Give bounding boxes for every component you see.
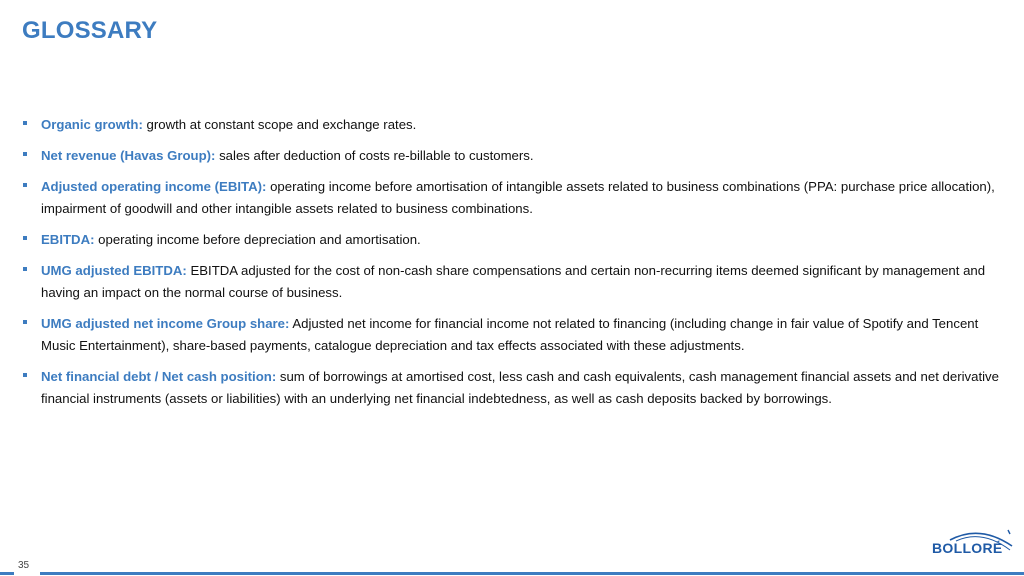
glossary-term: Adjusted operating income (EBITA): (41, 179, 267, 194)
page-title: GLOSSARY (22, 17, 158, 44)
glossary-definition: EBITDA adjusted for the cost of non-cash share compensations and certain non-recurring items deemed significant by management and having an impact on the normal course of business. (41, 263, 986, 300)
glossary-entry (22, 366, 1006, 410)
glossary-entry (22, 114, 1006, 136)
bullet-icon (23, 236, 27, 240)
glossary-term: Organic growth: (41, 117, 143, 132)
bullet-icon (23, 121, 27, 125)
glossary-term: Net financial debt / Net cash position: (41, 369, 277, 384)
glossary-term: UMG adjusted net income Group share: (41, 316, 290, 331)
glossary-definition: operating income before depreciation and amortisation. (94, 232, 421, 247)
glossary-term: UMG adjusted EBITDA: (41, 263, 187, 278)
glossary-entry (22, 176, 1006, 220)
glossary-term: Net revenue (Havas Group): (41, 148, 216, 163)
footer-divider (0, 572, 1024, 575)
bullet-icon (23, 183, 27, 187)
glossary-list (22, 114, 1006, 419)
glossary-entry (22, 313, 1006, 357)
glossary-definition: sales after deduction of costs re-billable to customers. (215, 148, 534, 163)
glossary-entry (22, 145, 1006, 167)
glossary-definition: Adjusted net income for financial income not related to financing (including change in fair value of Spotify and Tencent Music Entertainment), share-based payments, catalogue depreciation and tax effects associated with these adjustments. (41, 316, 979, 353)
glossary-entry (22, 260, 1006, 304)
logo-text: BOLLORÉ (932, 540, 1003, 556)
glossary-definition: sum of borrowings at amortised cost, less cash and cash equivalents, cash management financial assets and net derivative financial instruments (assets or liabilities) with an underlying net financial indebtedness, as well as cash deposits backed by borrowings. (41, 369, 999, 406)
bullet-icon (23, 320, 27, 324)
glossary-entry (22, 229, 1006, 251)
bullet-icon (23, 152, 27, 156)
glossary-definition: growth at constant scope and exchange rates. (142, 117, 417, 132)
page-number: 35 (18, 560, 30, 571)
bollore-logo (930, 526, 1016, 562)
glossary-definition: operating income before amortisation of intangible assets related to business combinations (PPA: purchase price allocation), impairment of goodwill and other intangible assets related to business combinations. (41, 179, 995, 216)
bullet-icon (23, 373, 27, 377)
glossary-term: EBITDA: (41, 232, 95, 247)
bullet-icon (23, 267, 27, 271)
footer-divider-gap (14, 571, 40, 576)
